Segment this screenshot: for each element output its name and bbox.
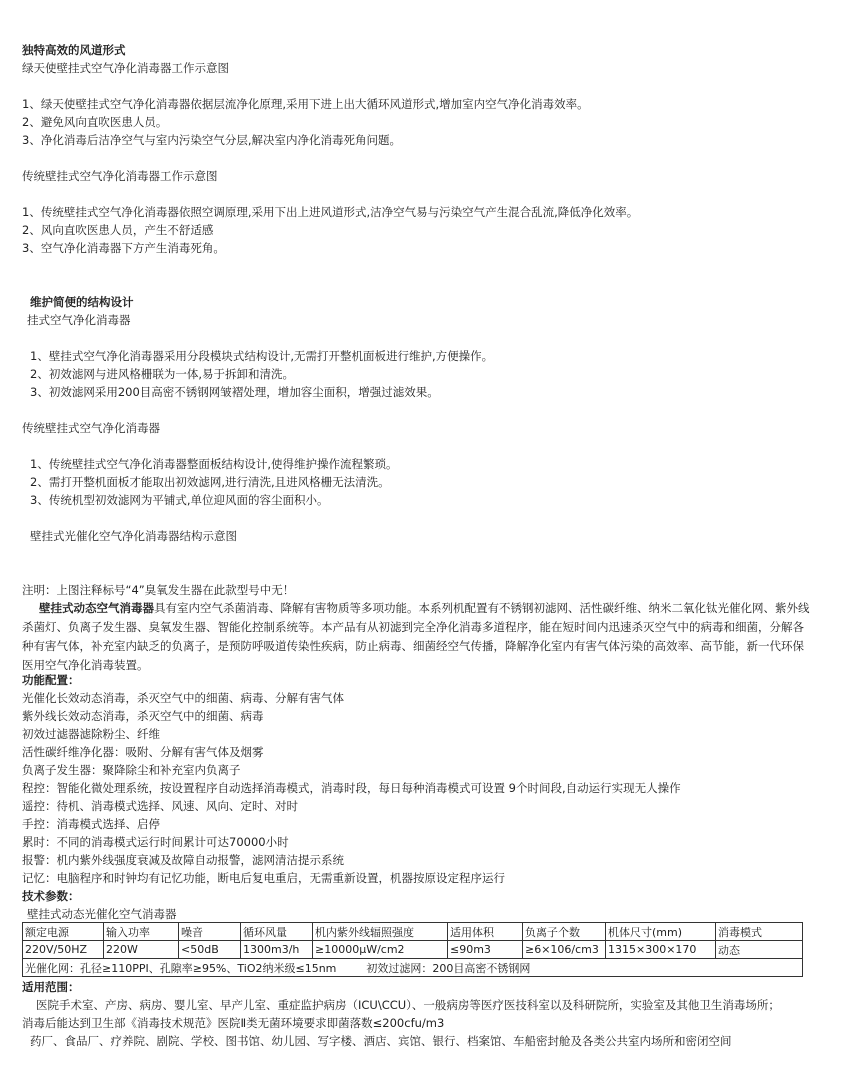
feature-item: 光催化长效动态消毒，杀灭空气中的细菌、病毒、分解有害气体 — [22, 691, 344, 705]
table-cell: 1300m3/h — [241, 941, 313, 959]
diagram-caption: 壁挂式光催化空气净化消毒器结构示意图 — [30, 529, 237, 543]
table-header-cell: 机体尺寸(mm) — [606, 923, 716, 941]
feature-item: 累时：不同的消毒模式运行时间累计可达70000小时 — [22, 835, 289, 849]
list-item: 1、传统壁挂式空气净化消毒器依照空调原理,采用下出上进风道形式,洁净空气易与污染空气产生混合乱流,降低净化效率。 — [22, 205, 639, 219]
list-item: 2、初效滤网与进风格栅联为一体,易于拆卸和清洗。 — [30, 367, 294, 381]
product-name: 壁挂式动态空气消毒器 — [39, 601, 154, 615]
scope-line: 药厂、食品厂、疗养院、剧院、学校、图书馆、幼儿园、写字楼、酒店、宾馆、银行、档案馆、车船密封舱及各类公共室内场所和密闭空间 — [30, 1034, 732, 1048]
scope-line: 消毒后能达到卫生部《消毒技术规范》医院Ⅱ类无菌环境要求即菌落数≤200cfu/m3 — [22, 1016, 445, 1030]
feature-item: 手控：消毒模式选择、启停 — [22, 817, 160, 831]
intro-text: 具有室内空气杀菌消毒、降解有害物质等多项功能。本系列机配置有不锈钢初滤网、活性碳纤维、纳米二氧化钛光催化网、紫外线杀菌灯、负离子发生器、臭氧发生器、智能化控制系统等。本产品有从初滤到完全净化消毒多道程序，能在短时间内迅速杀灭空气中的病毒和细菌，分解各种有害气体，补充室内缺乏的负离子，是预防呼吸道传染性疾病，防止病毒、细菌经空气传播，降解净化室内有害气体污染的高效率、高节能，新一代环保医用空气净化消毒装置。 — [22, 601, 810, 672]
list-item: 3、净化消毒后洁净空气与室内污染空气分层,解决室内净化消毒死角问题。 — [22, 133, 401, 147]
feature-item: 记忆：电脑程序和时钟均有记忆功能，断电后复电重启，无需重新设置，机器按原设定程序运行 — [22, 871, 505, 885]
primary-filter-spec: 初效过滤网：200目高密不锈钢网 — [366, 961, 531, 975]
feature-item: 遥控：待机、消毒模式选择、风速、风向、定时、对时 — [22, 799, 298, 813]
section-title-airflow: 独特高效的风道形式 — [22, 43, 126, 57]
note-text: 注明：上图注释标号“4”臭氧发生器在此款型号中无！ — [22, 583, 295, 597]
table-cell: ≥6×106/cm3 — [523, 941, 606, 959]
section-title-structure: 维护简便的结构设计 — [30, 295, 134, 309]
table-header-cell: 机内紫外线辐照强度 — [313, 923, 448, 941]
table-cell: 动态 — [716, 941, 803, 959]
table-header-cell: 噪音 — [179, 923, 241, 941]
table-cell: <50dB — [179, 941, 241, 959]
table-header-cell: 额定电源 — [23, 923, 104, 941]
feature-item: 负离子发生器：聚降除尘和补充室内负离子 — [22, 763, 241, 777]
list-item: 1、绿天使壁挂式空气净化消毒器依据层流净化原理,采用下进上出大循环风道形式,增加室内空气净化消毒效率。 — [22, 97, 589, 111]
scope-title: 适用范围： — [22, 980, 80, 994]
specs-model: 壁挂式动态光催化空气消毒器 — [27, 907, 177, 921]
specs-title: 技术参数： — [22, 889, 80, 903]
table-cell-extra — [23, 959, 803, 977]
feature-item: 程控：智能化微处理系统，按设置程序自动选择消毒模式，消毒时段，每日每种消毒模式可设置 9个时间段,自动运行实现无人操作 — [22, 781, 681, 795]
table-cell: ≤90m3 — [448, 941, 523, 959]
list-item: 2、避免风向直吹医患人员。 — [22, 115, 168, 129]
list-item: 3、传统机型初效滤网为平铺式,单位迎风面的容尘面积小。 — [30, 493, 329, 507]
list-item: 3、空气净化消毒器下方产生消毒死角。 — [22, 241, 225, 255]
table-cell: ≥10000μW/cm2 — [313, 941, 448, 959]
feature-item: 紫外线长效动态消毒，杀灭空气中的细菌、病毒 — [22, 709, 264, 723]
table-header-cell: 适用体积 — [448, 923, 523, 941]
section-subtitle: 挂式空气净化消毒器 — [27, 313, 131, 327]
list-item: 2、需打开整机面板才能取出初效滤网,进行清洗,且进风格栅无法清洗。 — [30, 475, 390, 489]
section-subtitle: 绿天使壁挂式空气净化消毒器工作示意图 — [22, 61, 229, 75]
list-item: 2、风向直吹医患人员，产生不舒适感 — [22, 223, 214, 237]
table-header-cell: 负离子个数 — [523, 923, 606, 941]
table-header-cell: 输入功率 — [104, 923, 179, 941]
table-header-cell: 循环风量 — [241, 923, 313, 941]
specs-table — [22, 922, 803, 977]
feature-item: 初效过滤器滤除粉尘、纤维 — [22, 727, 160, 741]
table-cell: 220W — [104, 941, 179, 959]
table-header-cell: 消毒模式 — [716, 923, 803, 941]
photocatalytic-spec: 光催化网：孔径≥110PPI、孔隙率≥95%、TiO2纳米级≤15nm — [25, 961, 337, 975]
feature-item: 活性碳纤维净化器：吸附、分解有害气体及烟雾 — [22, 745, 264, 759]
table-header-row — [23, 923, 803, 941]
list-item: 1、传统壁挂式空气净化消毒器整面板结构设计,使得维护操作流程繁琐。 — [30, 457, 398, 471]
table-cell: 220V/50HZ — [23, 941, 104, 959]
section-subtitle: 传统壁挂式空气净化消毒器 — [22, 421, 160, 435]
table-cell: 1315×300×170 — [606, 941, 716, 959]
list-item: 1、壁挂式空气净化消毒器采用分段模块式结构设计,无需打开整机面板进行维护,方便操作。 — [30, 349, 494, 363]
intro-paragraph — [22, 599, 810, 675]
table-row — [23, 959, 803, 977]
table-row — [23, 941, 803, 959]
section-subtitle: 传统壁挂式空气净化消毒器工作示意图 — [22, 169, 218, 183]
feature-item: 报警：机内紫外线强度衰减及故障自动报警，滤网清洁提示系统 — [22, 853, 344, 867]
features-title: 功能配置： — [22, 673, 80, 687]
list-item: 3、初效滤网采用200目高密不锈钢网皱褶处理，增加容尘面积，增强过滤效果。 — [30, 385, 439, 399]
scope-line: 医院手术室、产房、病房、婴儿室、早产儿室、重症监护病房（ICU\CCU）、一般病房等医疗医技科室以及科研院所，实验室及其他卫生消毒场所； — [36, 998, 780, 1012]
